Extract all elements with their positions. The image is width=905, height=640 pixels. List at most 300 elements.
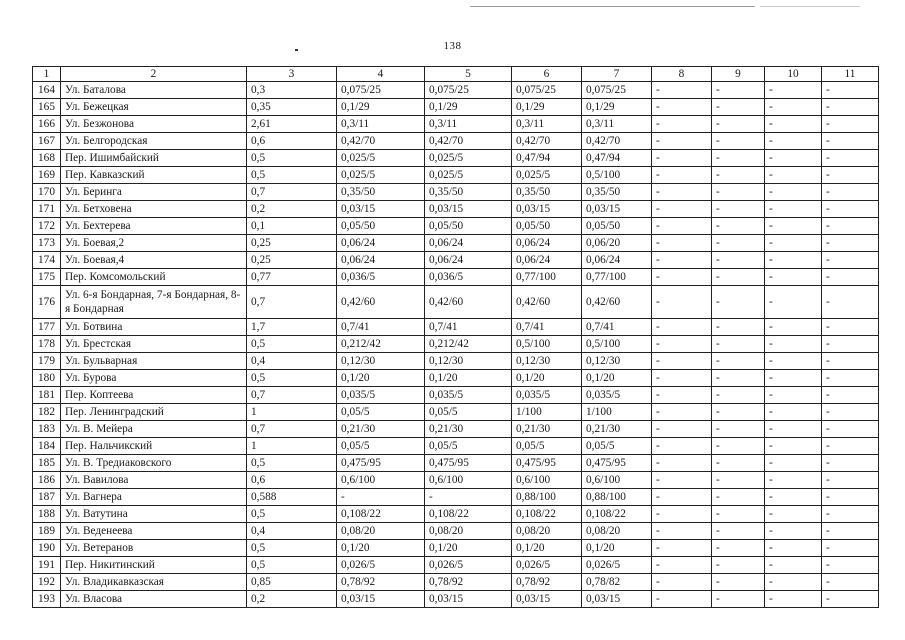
table-cell: - xyxy=(652,336,712,353)
street-name: Ул. Боевая,4 xyxy=(61,252,247,269)
table-cell: 0,025/5 xyxy=(512,167,582,184)
table-cell: 0,88/100 xyxy=(512,489,582,506)
table-cell: - xyxy=(652,523,712,540)
table-cell: - xyxy=(712,319,765,336)
table-cell: 0,108/22 xyxy=(582,506,652,523)
table-header-row xyxy=(33,67,879,82)
table-row xyxy=(33,506,879,523)
street-name: Ул. Владикавказская xyxy=(61,574,247,591)
table-cell: - xyxy=(822,370,879,387)
table-cell: - xyxy=(712,591,765,608)
table-cell: 0,78/82 xyxy=(582,574,652,591)
street-name: Ул. Безжонова xyxy=(61,116,247,133)
table-cell: 0,475/95 xyxy=(582,455,652,472)
street-name: Пер. Никитинский xyxy=(61,557,247,574)
table-row xyxy=(33,353,879,370)
table-cell: - xyxy=(652,574,712,591)
table-cell: - xyxy=(652,557,712,574)
table-cell: - xyxy=(712,557,765,574)
table-cell: - xyxy=(822,387,879,404)
street-name: Пер. Комсомольский xyxy=(61,269,247,286)
table-cell: - xyxy=(765,404,822,421)
street-name: Ул. В. Мейера xyxy=(61,421,247,438)
table-cell: 0,5 xyxy=(247,540,337,557)
street-name: Ул. Брестская xyxy=(61,336,247,353)
table-cell: - xyxy=(822,319,879,336)
table-cell: - xyxy=(765,523,822,540)
row-number: 181 xyxy=(33,387,61,404)
street-name: Ул. Бежецкая xyxy=(61,99,247,116)
table-cell: 0,5 xyxy=(247,455,337,472)
table-row xyxy=(33,489,879,506)
street-name: Пер. Нальчикский xyxy=(61,438,247,455)
column-header: 7 xyxy=(582,67,652,82)
table-row xyxy=(33,319,879,336)
street-name: Ул. В. Тредиаковского xyxy=(61,455,247,472)
street-name: Ул. Ботвина xyxy=(61,319,247,336)
table-cell: - xyxy=(822,455,879,472)
table-cell: 0,212/42 xyxy=(337,336,425,353)
table-cell: - xyxy=(712,252,765,269)
table-cell: 0,42/70 xyxy=(337,133,425,150)
table-cell: - xyxy=(712,574,765,591)
table-cell: - xyxy=(765,455,822,472)
table-cell: 0,1/29 xyxy=(425,99,512,116)
street-name: Пер. Коптеева xyxy=(61,387,247,404)
row-number: 168 xyxy=(33,150,61,167)
table-cell: 0,03/15 xyxy=(582,591,652,608)
table-row xyxy=(33,82,879,99)
table-cell: 0,05/5 xyxy=(337,438,425,455)
table-cell: - xyxy=(652,319,712,336)
table-cell: - xyxy=(712,455,765,472)
row-number: 176 xyxy=(33,286,61,319)
table-cell: - xyxy=(712,387,765,404)
table-cell: - xyxy=(765,353,822,370)
row-number: 193 xyxy=(33,591,61,608)
table-cell: - xyxy=(712,472,765,489)
table-cell: 0,05/5 xyxy=(425,404,512,421)
row-number: 164 xyxy=(33,82,61,99)
table-cell: - xyxy=(652,404,712,421)
table-cell: - xyxy=(652,455,712,472)
table-row xyxy=(33,421,879,438)
table-row xyxy=(33,150,879,167)
table-cell: - xyxy=(712,540,765,557)
scan-artifact-line xyxy=(760,6,860,7)
table-cell: 0,06/24 xyxy=(425,252,512,269)
table-cell: 0,42/70 xyxy=(512,133,582,150)
table-row xyxy=(33,336,879,353)
table-cell: 0,1/20 xyxy=(512,540,582,557)
table-cell: - xyxy=(652,201,712,218)
table-cell: 0,05/5 xyxy=(337,404,425,421)
table-cell: 0,05/50 xyxy=(425,218,512,235)
table-cell: 0,08/20 xyxy=(337,523,425,540)
table-row xyxy=(33,591,879,608)
table-cell: 0,1/29 xyxy=(512,99,582,116)
column-header: 8 xyxy=(652,67,712,82)
table-row xyxy=(33,557,879,574)
table-cell: 0,03/15 xyxy=(512,591,582,608)
table-row xyxy=(33,269,879,286)
row-number: 177 xyxy=(33,319,61,336)
column-header: 1 xyxy=(33,67,61,82)
row-number: 170 xyxy=(33,184,61,201)
table-cell: 0,3 xyxy=(247,82,337,99)
table-cell: 0,12/30 xyxy=(425,353,512,370)
table-cell: 0,4 xyxy=(247,353,337,370)
table-cell: 0,06/24 xyxy=(582,252,652,269)
table-cell: - xyxy=(652,472,712,489)
table-cell: 0,025/5 xyxy=(425,167,512,184)
table-cell: 0,42/70 xyxy=(582,133,652,150)
table-cell: 0,06/24 xyxy=(512,252,582,269)
scan-artifact-line xyxy=(470,6,755,7)
table-cell: 0,42/70 xyxy=(425,133,512,150)
table-cell: 0,025/5 xyxy=(425,150,512,167)
table-cell: 0,2 xyxy=(247,591,337,608)
row-number: 171 xyxy=(33,201,61,218)
table-cell: - xyxy=(822,336,879,353)
column-header: 6 xyxy=(512,67,582,82)
table-row xyxy=(33,235,879,252)
table-cell: 0,036/5 xyxy=(337,269,425,286)
table-cell: - xyxy=(765,591,822,608)
table-cell: 0,7 xyxy=(247,286,337,319)
table-cell: 0,88/100 xyxy=(582,489,652,506)
row-number: 185 xyxy=(33,455,61,472)
table-cell: 0,77/100 xyxy=(582,269,652,286)
table-cell: - xyxy=(652,167,712,184)
table-cell: - xyxy=(822,438,879,455)
table-cell: - xyxy=(712,489,765,506)
row-number: 184 xyxy=(33,438,61,455)
table-cell: - xyxy=(765,201,822,218)
table-cell: - xyxy=(652,421,712,438)
table-cell: 0,1/29 xyxy=(337,99,425,116)
table-cell: 0,35/50 xyxy=(582,184,652,201)
table-cell: 0,03/15 xyxy=(337,591,425,608)
table-cell: 0,075/25 xyxy=(337,82,425,99)
table-cell: - xyxy=(765,489,822,506)
table-cell: - xyxy=(652,218,712,235)
table-cell: 1/100 xyxy=(512,404,582,421)
table-cell: 0,08/20 xyxy=(512,523,582,540)
table-cell: - xyxy=(765,184,822,201)
table-cell: - xyxy=(822,82,879,99)
table-cell: - xyxy=(652,184,712,201)
table-cell: 0,075/25 xyxy=(582,82,652,99)
table-cell: 0,05/50 xyxy=(582,218,652,235)
table-cell: - xyxy=(652,99,712,116)
table-cell: 0,4 xyxy=(247,523,337,540)
table-cell: 0,3/11 xyxy=(582,116,652,133)
street-name: Ул. Ватутина xyxy=(61,506,247,523)
table-cell: - xyxy=(765,286,822,319)
table-cell: - xyxy=(765,319,822,336)
table-cell: 0,035/5 xyxy=(512,387,582,404)
table-cell: 0,78/92 xyxy=(425,574,512,591)
table-cell: - xyxy=(822,591,879,608)
table-cell: - xyxy=(765,218,822,235)
table-cell: 0,475/95 xyxy=(425,455,512,472)
table-cell: 0,05/5 xyxy=(425,438,512,455)
table-cell: 0,05/5 xyxy=(582,438,652,455)
row-number: 192 xyxy=(33,574,61,591)
table-cell: 0,35 xyxy=(247,99,337,116)
row-number: 186 xyxy=(33,472,61,489)
table-cell: 0,1/20 xyxy=(512,370,582,387)
table-cell: 0,026/5 xyxy=(337,557,425,574)
table-cell: 0,1/20 xyxy=(582,540,652,557)
table-cell: 0,06/24 xyxy=(337,235,425,252)
page-number: 138 xyxy=(443,40,462,52)
table-cell: 0,85 xyxy=(247,574,337,591)
table-cell: 0,026/5 xyxy=(582,557,652,574)
table-cell: - xyxy=(652,540,712,557)
table-row xyxy=(33,387,879,404)
table-cell: 0,5/100 xyxy=(582,167,652,184)
table-cell: 0,6 xyxy=(247,133,337,150)
table-cell: 0,5 xyxy=(247,336,337,353)
table-cell: - xyxy=(822,133,879,150)
table-cell: 0,1/29 xyxy=(582,99,652,116)
street-name: Ул. 6-я Бондарная, 7-я Бондарная, 8-я Бондарная xyxy=(61,286,247,319)
row-number: 165 xyxy=(33,99,61,116)
row-number: 180 xyxy=(33,370,61,387)
table-cell: - xyxy=(712,218,765,235)
table-cell: 0,5 xyxy=(247,150,337,167)
table-row xyxy=(33,201,879,218)
table-cell: - xyxy=(712,404,765,421)
row-number: 188 xyxy=(33,506,61,523)
table-cell: 0,08/20 xyxy=(582,523,652,540)
table-cell: 0,026/5 xyxy=(512,557,582,574)
column-header: 2 xyxy=(61,67,247,82)
table-cell: - xyxy=(712,269,765,286)
table-cell: - xyxy=(765,336,822,353)
table-cell: 0,21/30 xyxy=(425,421,512,438)
table-cell: 0,7 xyxy=(247,387,337,404)
table-cell: 0,21/30 xyxy=(337,421,425,438)
table-cell: 0,78/92 xyxy=(512,574,582,591)
table-cell: 0,08/20 xyxy=(425,523,512,540)
street-name: Пер. Кавказский xyxy=(61,167,247,184)
table-cell: 0,12/30 xyxy=(337,353,425,370)
table-cell: - xyxy=(712,167,765,184)
table-cell: - xyxy=(652,133,712,150)
table-cell: 0,35/50 xyxy=(512,184,582,201)
table-cell: - xyxy=(652,591,712,608)
table-cell: - xyxy=(822,353,879,370)
street-name: Пер. Ишимбайский xyxy=(61,150,247,167)
table-cell: - xyxy=(712,99,765,116)
street-name: Ул. Беринга xyxy=(61,184,247,201)
table-cell: 0,03/15 xyxy=(425,201,512,218)
table-cell: - xyxy=(712,421,765,438)
table-cell: 0,12/30 xyxy=(512,353,582,370)
table-cell: - xyxy=(712,116,765,133)
table-row xyxy=(33,472,879,489)
table-cell: - xyxy=(652,235,712,252)
table-cell: - xyxy=(822,286,879,319)
table-cell: 0,12/30 xyxy=(582,353,652,370)
table-cell: - xyxy=(822,184,879,201)
table-cell: - xyxy=(765,116,822,133)
table-cell: - xyxy=(822,489,879,506)
row-number: 187 xyxy=(33,489,61,506)
row-number: 191 xyxy=(33,557,61,574)
table-cell: 0,06/20 xyxy=(582,235,652,252)
table-cell: - xyxy=(765,133,822,150)
table-cell: 0,6/100 xyxy=(337,472,425,489)
table-cell: - xyxy=(652,489,712,506)
table-row xyxy=(33,438,879,455)
table-cell: 0,05/5 xyxy=(512,438,582,455)
column-header: 5 xyxy=(425,67,512,82)
table-cell: - xyxy=(765,540,822,557)
table-cell: 0,78/92 xyxy=(337,574,425,591)
table-cell: - xyxy=(822,218,879,235)
table-cell: - xyxy=(822,421,879,438)
table-cell: 0,1/20 xyxy=(425,370,512,387)
table-cell: - xyxy=(712,353,765,370)
table-cell: - xyxy=(712,235,765,252)
table-cell: 0,5 xyxy=(247,506,337,523)
table-cell: 0,42/60 xyxy=(425,286,512,319)
table-cell: - xyxy=(337,489,425,506)
table-cell: 0,7/41 xyxy=(582,319,652,336)
table-cell: - xyxy=(822,523,879,540)
table-cell: - xyxy=(425,489,512,506)
table-cell: - xyxy=(652,269,712,286)
table-cell: 0,35/50 xyxy=(425,184,512,201)
table-cell: - xyxy=(765,167,822,184)
table-row xyxy=(33,455,879,472)
table-cell: 0,21/30 xyxy=(582,421,652,438)
table-cell: - xyxy=(765,557,822,574)
table-cell: - xyxy=(712,133,765,150)
table-cell: - xyxy=(712,184,765,201)
table-cell: - xyxy=(822,252,879,269)
table-cell: - xyxy=(765,506,822,523)
row-number: 175 xyxy=(33,269,61,286)
table-row xyxy=(33,99,879,116)
table-cell: 0,035/5 xyxy=(337,387,425,404)
row-number: 172 xyxy=(33,218,61,235)
table-cell: 0,7 xyxy=(247,184,337,201)
table-cell: - xyxy=(712,336,765,353)
row-number: 173 xyxy=(33,235,61,252)
table-cell: 0,42/60 xyxy=(582,286,652,319)
table-cell: 1 xyxy=(247,438,337,455)
street-name: Ул. Бурова xyxy=(61,370,247,387)
table-cell: 0,1/20 xyxy=(337,370,425,387)
table-cell: - xyxy=(822,167,879,184)
street-name: Ул. Вагнера xyxy=(61,489,247,506)
table-cell: 0,108/22 xyxy=(512,506,582,523)
table-cell: 0,77/100 xyxy=(512,269,582,286)
table-row xyxy=(33,404,879,421)
table-cell: - xyxy=(822,99,879,116)
table-row xyxy=(33,167,879,184)
table-cell: 0,25 xyxy=(247,252,337,269)
table-cell: 0,03/15 xyxy=(425,591,512,608)
table-cell: 0,47/94 xyxy=(512,150,582,167)
table-row xyxy=(33,574,879,591)
street-name: Ул. Власова xyxy=(61,591,247,608)
table-cell: 0,212/42 xyxy=(425,336,512,353)
table-cell: - xyxy=(652,370,712,387)
table-cell: 0,475/95 xyxy=(337,455,425,472)
street-name: Ул. Бульварная xyxy=(61,353,247,370)
table-cell: 0,03/15 xyxy=(512,201,582,218)
row-number: 167 xyxy=(33,133,61,150)
table-cell: 0,5 xyxy=(247,557,337,574)
table-cell: 0,42/60 xyxy=(337,286,425,319)
table-cell: 0,075/25 xyxy=(512,82,582,99)
table-cell: - xyxy=(765,421,822,438)
table-cell: - xyxy=(712,82,765,99)
table-cell: - xyxy=(765,370,822,387)
table-cell: - xyxy=(765,269,822,286)
table-cell: - xyxy=(765,82,822,99)
table-cell: 0,5 xyxy=(247,167,337,184)
table-row xyxy=(33,184,879,201)
column-header: 11 xyxy=(822,67,879,82)
table-cell: - xyxy=(765,387,822,404)
table-cell: 0,77 xyxy=(247,269,337,286)
table-row xyxy=(33,116,879,133)
table-cell: 0,036/5 xyxy=(425,269,512,286)
table-cell: 0,025/5 xyxy=(337,150,425,167)
table-cell: 0,47/94 xyxy=(582,150,652,167)
table-row xyxy=(33,540,879,557)
table-cell: 0,1/20 xyxy=(337,540,425,557)
row-number: 190 xyxy=(33,540,61,557)
table-cell: - xyxy=(712,286,765,319)
street-name: Ул. Белгородская xyxy=(61,133,247,150)
table-cell: 0,03/15 xyxy=(337,201,425,218)
table-cell: - xyxy=(712,201,765,218)
table-cell: 0,025/5 xyxy=(337,167,425,184)
table-cell: 0,1/20 xyxy=(425,540,512,557)
table-cell: - xyxy=(712,370,765,387)
street-name: Ул. Ветеранов xyxy=(61,540,247,557)
table-cell: - xyxy=(652,82,712,99)
table-cell: 1 xyxy=(247,404,337,421)
table-cell: - xyxy=(822,235,879,252)
table-cell: 0,108/22 xyxy=(425,506,512,523)
table-cell: 0,7/41 xyxy=(337,319,425,336)
table-cell: 0,475/95 xyxy=(512,455,582,472)
table-cell: 0,3/11 xyxy=(425,116,512,133)
table-cell: 0,7/41 xyxy=(425,319,512,336)
table-row xyxy=(33,218,879,235)
street-name: Ул. Баталова xyxy=(61,82,247,99)
row-number: 169 xyxy=(33,167,61,184)
row-number: 178 xyxy=(33,336,61,353)
table-cell: - xyxy=(652,116,712,133)
column-header: 9 xyxy=(712,67,765,82)
table-cell: 0,42/60 xyxy=(512,286,582,319)
row-number: 183 xyxy=(33,421,61,438)
table-row xyxy=(33,133,879,150)
table-cell: 2,61 xyxy=(247,116,337,133)
table-cell: 0,035/5 xyxy=(582,387,652,404)
table-cell: - xyxy=(765,472,822,489)
